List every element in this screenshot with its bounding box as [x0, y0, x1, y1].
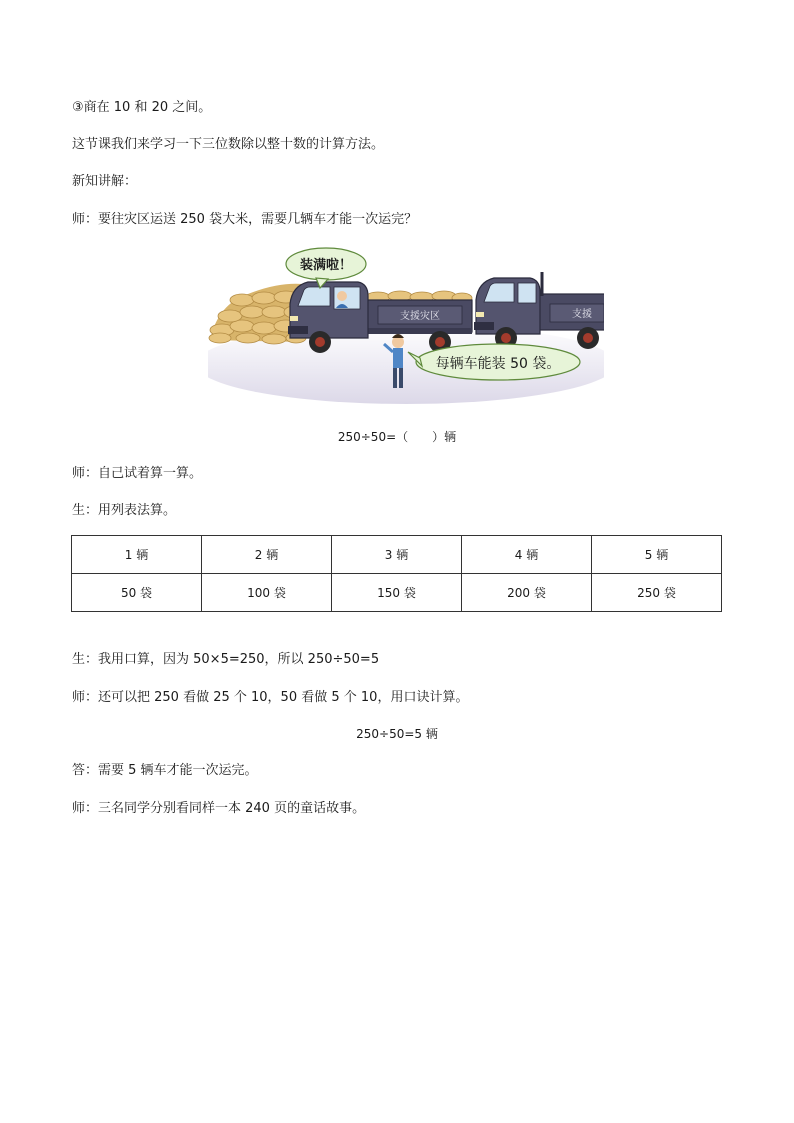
paragraph-student-table: 生：用列表法算。	[72, 503, 177, 518]
bubble-full-text: 装满啦！	[299, 258, 353, 273]
table-cell: 5 辆	[592, 536, 722, 574]
truck1-sign-text: 支援灾区	[400, 311, 440, 322]
table-cell: 150 袋	[332, 574, 462, 612]
trucks-bags-table	[71, 535, 722, 612]
table-cell: 50 袋	[72, 574, 202, 612]
table-row	[72, 574, 722, 612]
table-cell: 100 袋	[202, 574, 332, 612]
table-row	[72, 536, 722, 574]
paragraph-lesson-intro: 这节课我们来学习一下三位数除以整十数的计算方法。	[72, 137, 385, 152]
table-cell: 2 辆	[202, 536, 332, 574]
trucks-illustration	[208, 242, 604, 404]
equation-blank: 250÷50=（ ）辆	[337, 430, 457, 444]
bubble-capacity-text: 每辆车能装 50 袋。	[435, 356, 561, 372]
paragraph-quotient-range: ③商在 10 和 20 之间。	[72, 100, 212, 115]
table-cell: 250 袋	[592, 574, 722, 612]
paragraph-answer: 答：需要 5 辆车才能一次运完。	[72, 763, 258, 778]
paragraph-teacher-try: 师：自己试着算一算。	[72, 466, 203, 481]
truck2-sign-text: 支援	[572, 309, 592, 320]
paragraph-teacher-question: 师：要往灾区运送 250 袋大米，需要几辆车才能一次运完？	[72, 212, 418, 227]
table-cell: 1 辆	[72, 536, 202, 574]
equation-answer: 250÷50=5 辆	[356, 727, 438, 741]
paragraph-student-mental: 生：我用口算，因为 50×5=250，所以 250÷50=5	[72, 652, 380, 667]
table-cell: 200 袋	[462, 574, 592, 612]
table-cell: 3 辆	[332, 536, 462, 574]
paragraph-next-problem: 师：三名同学分别看同样一本 240 页的童话故事。	[72, 801, 366, 816]
paragraph-teacher-tens: 师：还可以把 250 看做 25 个 10，50 看做 5 个 10，用口诀计算。	[72, 690, 469, 705]
table-cell: 4 辆	[462, 536, 592, 574]
section-heading-new-knowledge: 新知讲解：	[72, 174, 138, 189]
